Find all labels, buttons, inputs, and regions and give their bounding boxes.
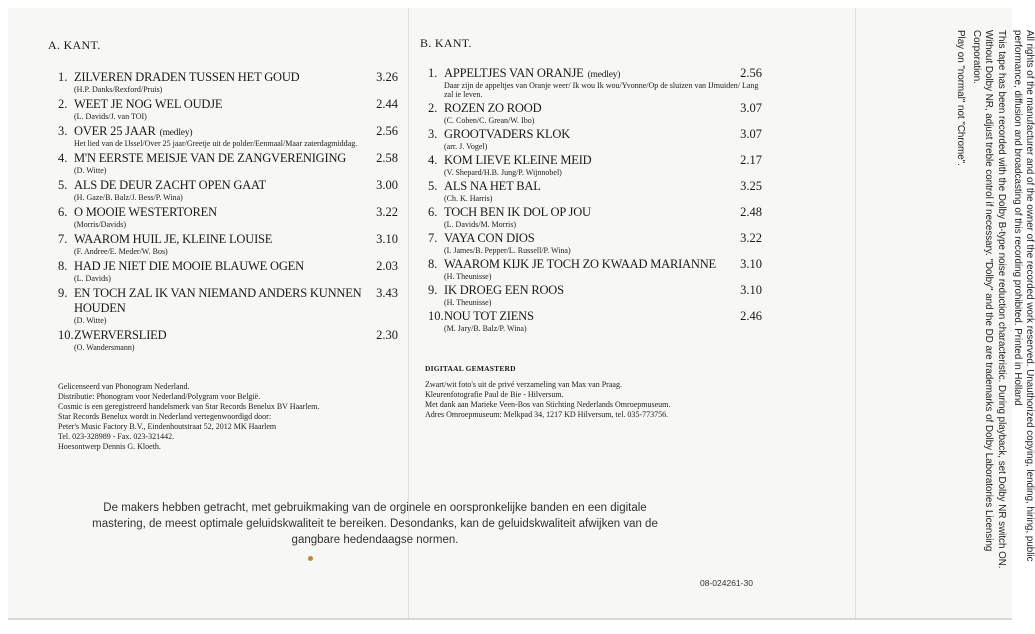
track-title	[444, 283, 726, 298]
catalog-code: 08-024261-30	[700, 578, 753, 588]
track-title-text: OVER 25 JAAR	[74, 124, 156, 138]
track-credits: (Morris/Davids)	[74, 220, 126, 229]
track-title-text: ROZEN ZO ROOD	[444, 101, 542, 115]
track-row	[428, 257, 762, 272]
track-row	[58, 259, 398, 274]
track-number: 5.	[58, 178, 68, 192]
track-number: 4.	[428, 153, 438, 167]
track-title-text: ZILVEREN DRADEN TUSSEN HET GOUD	[74, 70, 300, 84]
digital-mastered-label: DIGITAAL GEMASTERD	[425, 364, 516, 373]
track-row	[428, 101, 762, 116]
track-number: 10.	[428, 309, 444, 323]
track-credits: (I. James/B. Pepper/L. Russell/P. Wina)	[444, 246, 571, 255]
rights-notice	[950, 30, 1035, 590]
track-duration: 2.58	[376, 151, 398, 165]
track-item	[58, 70, 398, 94]
track-item	[58, 178, 398, 202]
track-title	[74, 232, 362, 247]
track-title-text: APPELTJES VAN ORANJE	[444, 66, 584, 80]
track-title	[444, 231, 726, 246]
side-b-title: B. KANT.	[420, 36, 472, 50]
track-title	[74, 328, 362, 343]
track-number: 1.	[428, 66, 438, 80]
track-row	[58, 97, 398, 112]
track-item	[428, 283, 762, 307]
track-duration: 2.46	[740, 309, 762, 323]
track-row	[58, 124, 398, 139]
track-number: 3.	[58, 124, 68, 138]
track-medley-note: (medley)	[587, 70, 621, 80]
stain-mark	[308, 556, 313, 561]
track-row	[428, 283, 762, 298]
track-duration: 2.30	[376, 328, 398, 342]
track-number: 4.	[58, 151, 68, 165]
track-duration: 3.10	[740, 257, 762, 271]
track-row	[428, 205, 762, 220]
track-item	[58, 124, 398, 148]
track-credits: (C. Coben/C. Grean/W. Ibo)	[444, 116, 535, 125]
track-number: 5.	[428, 179, 438, 193]
track-title-text: M'N EERSTE MEISJE VAN DE ZANGVERENIGING	[74, 151, 347, 165]
track-credits: (F. Andree/E. Meder/W. Bos)	[74, 247, 168, 256]
track-duration: 2.56	[740, 66, 762, 80]
track-credits: (D. Witte)	[74, 316, 107, 325]
track-title	[74, 70, 362, 85]
track-title-text: KOM LIEVE KLEINE MEID	[444, 153, 592, 167]
track-item	[428, 101, 762, 125]
side-b-notes: Zwart/wit foto's uit de privé verzameling van Max van Praag. Kleurenfotografie Paul de Bie - Hilversum. Met dank aan Marieke Veen-Bos van Stichting Nederlands Omroepmuseum. Adres Omroepmuseum: Melkpad 34, 1217 KD Hilversum, tel. 035-773756.	[425, 380, 671, 419]
track-duration: 3.10	[376, 232, 398, 246]
track-title-text: ALS NA HET BAL	[444, 179, 541, 193]
track-row	[58, 286, 398, 316]
rights-dolby: This tape has been recorded with the Dolby B-type noise reduction characteristic. During playback, set Dolby NR switch ON. Without Dolby NR, adjust treble control if necessary. "Dolby" and the DD are trademarks of Dolby Laboratories Licensing Corporation.	[971, 30, 1007, 569]
track-item	[58, 232, 398, 256]
track-item	[428, 153, 762, 177]
track-row	[428, 179, 762, 194]
track-number: 3.	[428, 127, 438, 141]
side-a-title: A. KANT.	[48, 38, 101, 52]
track-number: 9.	[428, 283, 438, 297]
track-number: 10.	[58, 328, 74, 342]
track-title-text: WAAROM KIJK JE TOCH ZO KWAAD MARIANNE	[444, 257, 716, 271]
side-a-notes: Gelicenseerd van Phonogram Nederland. Distributie: Phonogram voor Nederland/Polygram voor België. Cosmic is een geregistreerd handelsmerk van Star Records Benelux BV Haarlem. Star Records Benelux wordt in Nederland vertegenwoordigd door: Peter's Music Factory B.V., Eindenhoutstraat 52, 2012 MK Haarlem Tel. 023-328989 - Fax. 023-321442. Hoesontwerp Dennis G. Kloeth.	[58, 382, 320, 451]
track-number: 7.	[428, 231, 438, 245]
track-item	[428, 66, 762, 99]
track-row	[58, 328, 398, 343]
track-item	[58, 259, 398, 283]
track-title-text: HAD JE NIET DIE MOOIE BLAUWE OGEN	[74, 259, 304, 273]
track-item	[428, 205, 762, 229]
track-title-text: EN TOCH ZAL IK VAN NIEMAND ANDERS KUNNEN HOUDEN	[74, 286, 362, 315]
track-number: 8.	[58, 259, 68, 273]
track-credits: (H. Theunisse)	[444, 298, 492, 307]
track-duration: 2.17	[740, 153, 762, 167]
track-title	[74, 178, 362, 193]
track-duration: 3.43	[376, 286, 398, 300]
track-number: 2.	[428, 101, 438, 115]
side-a-tracklist	[58, 70, 398, 355]
track-title-text: IK DROEG EEN ROOS	[444, 283, 564, 297]
track-duration: 3.00	[376, 178, 398, 192]
track-credits: (H. Theunisse)	[444, 272, 492, 281]
mastering-disclaimer: De makers hebben getracht, met gebruikmaking van de orginele en oorspronkelijke banden en een digitale mastering, de meest optimale geluidskwaliteit te bereiken. Desondanks, kan de geluidskwaliteit afwijken van de gangbare hedendaagse normen.	[92, 502, 658, 546]
track-title-text: O MOOIE WESTERTOREN	[74, 205, 217, 219]
track-credits: (L. Davids)	[74, 274, 111, 283]
track-duration: 3.07	[740, 127, 762, 141]
track-title-text: NOU TOT ZIENS	[444, 309, 534, 323]
track-title	[74, 97, 362, 112]
track-credits: (H.P. Danks/Rexford/Pruis)	[74, 85, 163, 94]
track-number: 8.	[428, 257, 438, 271]
track-title	[444, 179, 726, 194]
track-duration: 3.22	[740, 231, 762, 245]
track-row	[428, 127, 762, 142]
track-credits: (V. Shepard/H.B. Jung/P. Wijnnobel)	[444, 168, 562, 177]
fold-line-2	[855, 8, 856, 618]
track-row	[58, 151, 398, 166]
track-credits: (M. Jary/B. Balz/P. Wina)	[444, 324, 527, 333]
track-row	[58, 70, 398, 85]
track-duration: 2.48	[740, 205, 762, 219]
track-item	[428, 231, 762, 255]
track-item	[428, 127, 762, 151]
track-medley-contents: Daar zijn de appeltjes van Oranje weer/ Ik wou Ik wou/Yvonne/Op de sluizen van IJmuiden/ Lang zal ie leven.	[444, 81, 759, 99]
track-duration: 3.26	[376, 70, 398, 84]
track-item	[58, 328, 398, 352]
track-credits: (L. Davids/M. Morris)	[444, 220, 516, 229]
track-title	[74, 286, 362, 316]
track-title	[444, 127, 726, 142]
track-title-text: GROOTVADERS KLOK	[444, 127, 571, 141]
track-row	[58, 178, 398, 193]
track-item	[58, 151, 398, 175]
track-number: 6.	[58, 205, 68, 219]
track-title-text: VAYA CON DIOS	[444, 231, 535, 245]
track-title	[444, 101, 726, 116]
track-credits: (L. Davids/J. van TOI)	[74, 112, 147, 121]
track-row	[58, 205, 398, 220]
track-title-text: ALS DE DEUR ZACHT OPEN GAAT	[74, 178, 266, 192]
track-item	[58, 286, 398, 325]
track-number: 6.	[428, 205, 438, 219]
track-title	[444, 66, 726, 81]
track-row	[58, 232, 398, 247]
track-credits: (arr. J. Vogel)	[444, 142, 488, 151]
track-duration: 3.07	[740, 101, 762, 115]
side-b-tracklist	[428, 66, 762, 335]
track-row	[428, 309, 762, 324]
track-duration: 3.22	[376, 205, 398, 219]
track-credits: (H. Gaze/B. Balz/J. Bess/P. Wina)	[74, 193, 183, 202]
track-number: 1.	[58, 70, 68, 84]
track-duration: 3.25	[740, 179, 762, 193]
track-number: 2.	[58, 97, 68, 111]
track-duration: 2.44	[376, 97, 398, 111]
track-title	[444, 309, 726, 324]
track-title	[74, 151, 362, 166]
track-title	[444, 257, 726, 272]
track-item	[428, 179, 762, 203]
track-title	[74, 124, 362, 139]
track-item	[428, 309, 762, 333]
track-row	[428, 66, 762, 81]
track-title-text: ZWERVERSLIED	[74, 328, 167, 342]
rights-tape-type: Play on "normal" not "Chrome".	[955, 30, 967, 166]
track-duration: 2.56	[376, 124, 398, 138]
track-title-text: WAAROM HUIL JE, KLEINE LOUISE	[74, 232, 273, 246]
track-credits: (D. Witte)	[74, 166, 107, 175]
track-number: 9.	[58, 286, 68, 300]
track-duration: 2.03	[376, 259, 398, 273]
rights-copyright: All rights of the manufacturer and of the owner of the recorded work reserved. Unauthorized copying, lending, hiring, public performance, diffusion and broadcasting of this recording prohibited. Printed in Holland	[1012, 30, 1035, 562]
track-title	[74, 205, 362, 220]
track-title	[74, 259, 362, 274]
track-item	[58, 205, 398, 229]
track-credits: (Ch. K. Harris)	[444, 194, 493, 203]
track-row	[428, 153, 762, 168]
track-row	[428, 231, 762, 246]
track-credits: (O. Wandersmann)	[74, 343, 135, 352]
track-medley-note: (medley)	[159, 128, 193, 138]
track-title	[444, 205, 726, 220]
track-title	[444, 153, 726, 168]
track-item	[428, 257, 762, 281]
track-title-text: TOCH BEN IK DOL OP JOU	[444, 205, 591, 219]
track-title-text: WEET JE NOG WEL OUDJE	[74, 97, 223, 111]
track-number: 7.	[58, 232, 68, 246]
track-duration: 3.10	[740, 283, 762, 297]
track-item	[58, 97, 398, 121]
track-medley-contents: Het lied van de IJssel/Over 25 jaar/Greetje uit de polder/Eenmaal/Maar zaterdagmiddag.	[74, 139, 358, 148]
